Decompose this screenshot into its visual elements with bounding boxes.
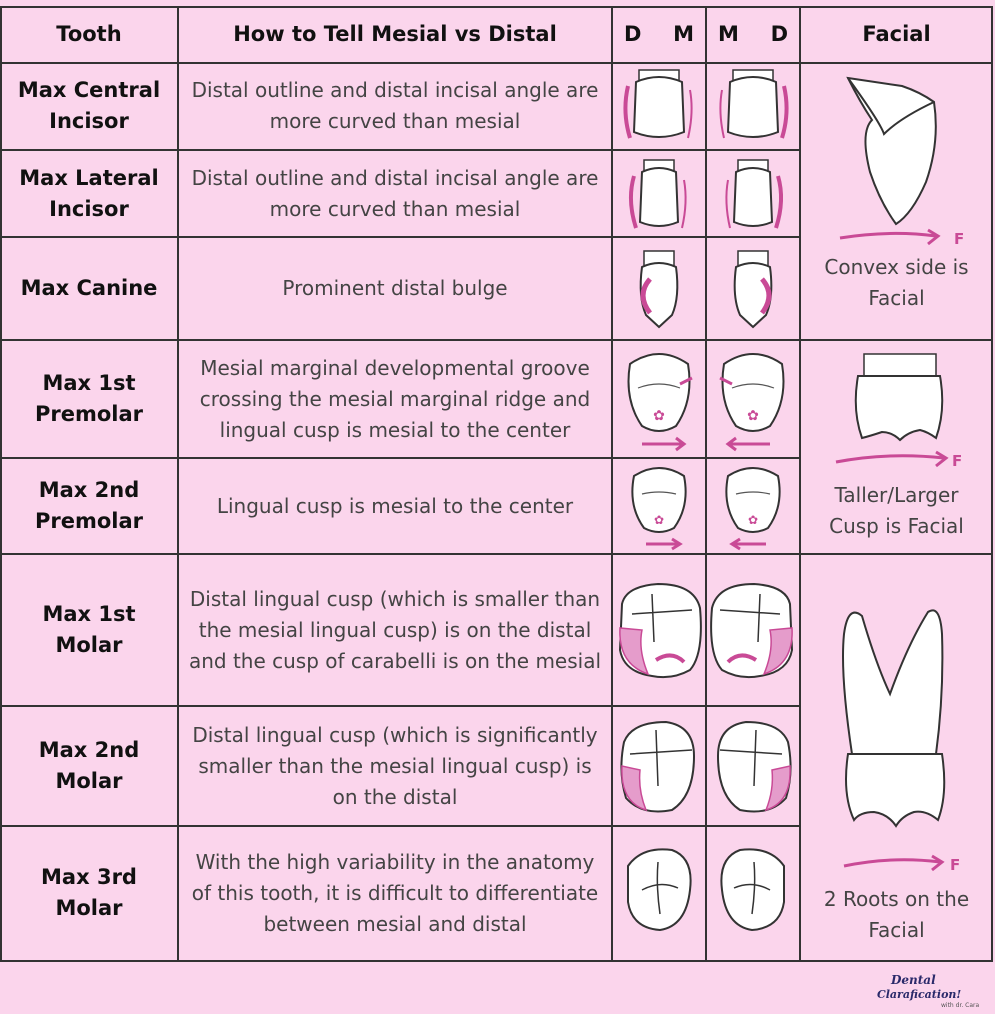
facial-f-label-3: F: [950, 856, 961, 874]
header-how-to-tell: How to Tell Mesial vs Distal: [233, 22, 557, 46]
header-dm: [612, 6, 706, 62]
2nd-molar-dm-drawing: [612, 706, 706, 826]
header-facial: Facial: [862, 22, 931, 46]
header-dm-m: M: [673, 22, 694, 46]
header-dm-d: D: [624, 22, 642, 46]
header-md-d: D: [770, 22, 788, 46]
facial-text-anterior: Convex side is Facial: [824, 255, 969, 310]
logo-line-1: Dental: [891, 973, 936, 987]
grid-row-3: [0, 339, 993, 341]
tooth-max-central-incisor: Max Central Incisor: [17, 78, 161, 133]
facial-group-molar: [800, 554, 993, 960]
svg-text:✿: ✿: [747, 513, 759, 527]
premolar-tooth-profile: [800, 340, 993, 480]
grid-row-7: [0, 825, 800, 827]
grid-row-4: [0, 457, 800, 459]
molar-tooth-profile: [800, 554, 993, 884]
tooth-max-2nd-premolar: Max 2nd Premolar: [34, 478, 144, 533]
desc-2nd-premolar: Lingual cusp is mesial to the center: [216, 493, 574, 518]
grid-row-6: [0, 705, 800, 707]
svg-text:✿: ✿: [653, 408, 665, 424]
header-md: [706, 6, 800, 62]
dental-clarafication-logo: [871, 970, 981, 1010]
facial-f-label-2: F: [952, 452, 963, 470]
lateral-incisor-md-drawing: [706, 150, 800, 237]
logo-line-3: with dr. Cara: [941, 1002, 980, 1009]
facial-group-anterior: [800, 62, 993, 340]
canine-md-drawing: [706, 237, 800, 340]
logo-line-2: Clarafication!: [877, 988, 962, 1001]
3rd-molar-md-drawing: [706, 826, 800, 960]
grid-border-right: [991, 6, 993, 962]
central-incisor-dm-drawing: [612, 62, 706, 150]
header-md-m: M: [718, 22, 739, 46]
tooth-max-1st-premolar: Max 1st Premolar: [34, 371, 144, 426]
1st-molar-md-drawing: [706, 554, 800, 706]
2nd-premolar-md-drawing: [706, 458, 800, 554]
1st-premolar-md-drawing: [706, 340, 800, 458]
anterior-tooth-profile: [800, 62, 993, 252]
desc-canine: Prominent distal bulge: [282, 276, 508, 300]
canine-dm-drawing: [612, 237, 706, 340]
tooth-max-2nd-molar: Max 2nd Molar: [38, 738, 140, 793]
desc-2nd-molar: Distal lingual cusp (which is significantly smaller than the mesial lingual cusp) is on the distal: [192, 722, 598, 809]
facial-text-molar: 2 Roots on the Facial: [823, 887, 970, 942]
lateral-incisor-dm-drawing: [612, 150, 706, 237]
facial-f-label-1: F: [954, 230, 965, 248]
grid-row-1: [0, 149, 800, 151]
desc-1st-molar: Distal lingual cusp (which is smaller than the mesial lingual cusp) is on the distal and the cusp of carabelli is on the mesial: [188, 586, 602, 673]
mesial-distal-table: [0, 6, 993, 962]
facial-group-premolar: [800, 340, 993, 554]
tooth-max-1st-molar: Max 1st Molar: [42, 602, 136, 657]
grid-row-2: [0, 236, 800, 238]
grid-border-top: [0, 6, 993, 8]
desc-3rd-molar: With the high variability in the anatomy of this tooth, it is difficult to differentiate between mesial and distal: [191, 849, 599, 936]
facial-text-premolar: Taller/Larger Cusp is Facial: [829, 483, 964, 538]
svg-text:✿: ✿: [747, 408, 759, 424]
svg-text:✿: ✿: [653, 513, 665, 527]
desc-1st-premolar: Mesial marginal developmental groove crossing the mesial marginal ridge and lingual cusp is mesial to the center: [199, 355, 591, 442]
grid-row-5: [0, 553, 993, 555]
tooth-max-canine: Max Canine: [20, 276, 158, 300]
1st-premolar-dm-drawing: [612, 340, 706, 458]
2nd-premolar-dm-drawing: [612, 458, 706, 554]
header-tooth: Tooth: [56, 22, 122, 46]
3rd-molar-dm-drawing: [612, 826, 706, 960]
desc-lateral-incisor: Distal outline and distal incisal angle are more curved than mesial: [191, 165, 599, 221]
tooth-max-3rd-molar: Max 3rd Molar: [41, 865, 137, 920]
grid-border-bottom: [0, 960, 993, 962]
grid-row-header: [0, 62, 993, 64]
tooth-max-lateral-incisor: Max Lateral Incisor: [19, 165, 159, 221]
1st-molar-dm-drawing: [612, 554, 706, 706]
desc-central-incisor: Distal outline and distal incisal angle are more curved than mesial: [191, 78, 599, 133]
2nd-molar-md-drawing: [706, 706, 800, 826]
central-incisor-md-drawing: [706, 62, 800, 150]
